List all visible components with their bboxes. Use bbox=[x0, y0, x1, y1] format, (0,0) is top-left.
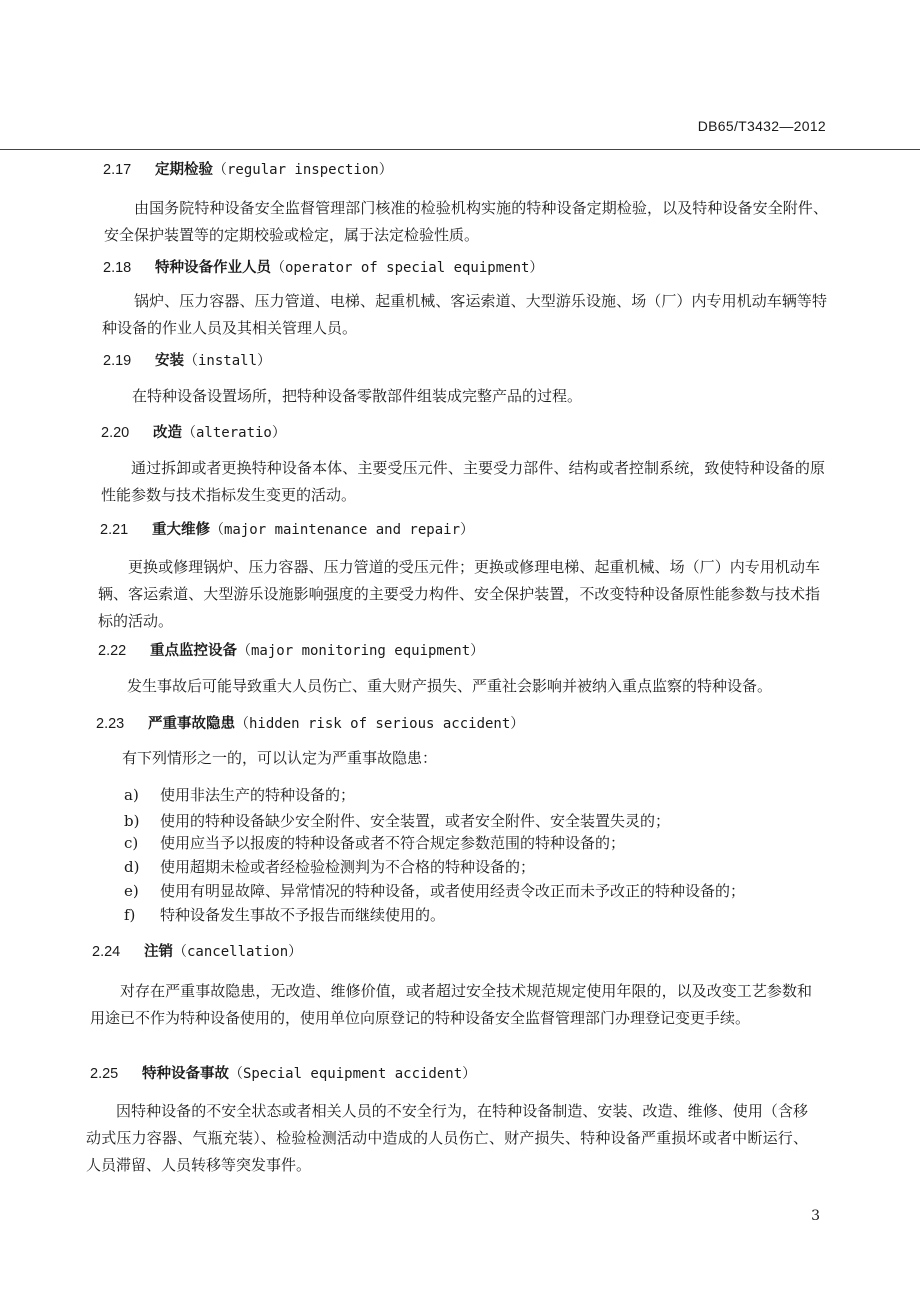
list-item-text: 特种设备发生事故不予报告而继续使用的。 bbox=[160, 906, 446, 924]
term-title-zh: 安装 bbox=[155, 353, 184, 369]
term-heading bbox=[103, 349, 271, 370]
term-title-en: （install） bbox=[184, 353, 272, 369]
term-title-zh: 重大维修 bbox=[152, 522, 210, 538]
term-heading bbox=[98, 639, 484, 660]
term-title-en: （major monitoring equipment） bbox=[237, 643, 485, 659]
term-title-en: （operator of special equipment） bbox=[271, 260, 544, 276]
term-number: 2.18 bbox=[103, 260, 132, 276]
term-heading bbox=[90, 1062, 476, 1083]
term-definition: 由国务院特种设备安全监督管理部门核准的检验机构实施的特种设备定期检验，以及特种设备安全附件、安全保护装置等的定期校验或检定，属于法定检验性质。 bbox=[104, 199, 828, 244]
term-definition: 对存在严重事故隐患，无改造、维修价值，或者超过安全技术规范规定使用年限的，以及改变工艺参数和用途已不作为特种设备使用的，使用单位向原登记的特种设备安全监督管理部门办理登记变更手续。 bbox=[90, 982, 812, 1027]
list-item-text: 使用非法生产的特种设备的； bbox=[160, 786, 356, 804]
term-title-zh: 重点监控设备 bbox=[150, 643, 237, 659]
term-number: 2.22 bbox=[98, 643, 127, 659]
list-item-text: 使用有明显故障、异常情况的特种设备，或者使用经责令改正而未予改正的特种设备的； bbox=[160, 882, 746, 900]
term-number: 2.21 bbox=[100, 522, 129, 538]
list-item bbox=[124, 810, 670, 831]
term-title-en: （Special equipment accident） bbox=[229, 1066, 477, 1082]
term-heading bbox=[101, 421, 286, 442]
term-number: 2.25 bbox=[90, 1066, 119, 1082]
term-title-zh: 特种设备作业人员 bbox=[155, 260, 271, 276]
term-title-zh: 定期检验 bbox=[155, 162, 213, 178]
term-number: 2.17 bbox=[103, 162, 132, 178]
list-item-text: 使用超期未检或者经检验检测判为不合格的特种设备的； bbox=[160, 858, 536, 876]
term-definition: 发生事故后可能导致重大人员伤亡、重大财产损失、严重社会影响并被纳入重点监察的特种设备。 bbox=[127, 677, 773, 695]
list-item bbox=[124, 832, 625, 853]
list-item bbox=[124, 856, 535, 877]
term-number: 2.24 bbox=[92, 944, 121, 960]
term-title-en: （alteratio） bbox=[182, 425, 286, 441]
list-item bbox=[124, 904, 445, 925]
term-definition: 因特种设备的不安全状态或者相关人员的不安全行为，在特种设备制造、安装、改造、维修、使用（含移动式压力容器、气瓶充装）、检验检测活动中造成的人员伤亡、财产损失、特种设备严重损坏或者中断运行、人员滞留、人员转移等突发事件。 bbox=[86, 1102, 808, 1174]
list-item-label: f) bbox=[124, 906, 136, 924]
term-heading bbox=[92, 940, 302, 961]
term-number: 2.19 bbox=[103, 353, 132, 369]
list-item-label: d) bbox=[124, 858, 140, 876]
term-number: 2.23 bbox=[96, 716, 125, 732]
term-title-en: （regular inspection） bbox=[213, 162, 393, 178]
term-title-zh: 注销 bbox=[144, 944, 173, 960]
term-title-en: （cancellation） bbox=[173, 944, 303, 960]
list-item-label: e) bbox=[124, 882, 139, 900]
document-code: DB65/T3432—2012 bbox=[697, 118, 826, 134]
term-definition: 有下列情形之一的，可以认定为严重事故隐患： bbox=[122, 749, 438, 767]
page-number: 3 bbox=[811, 1208, 820, 1224]
list-item-text: 使用的特种设备缺少安全附件、安全装置，或者安全附件、安全装置失灵的； bbox=[160, 812, 671, 830]
list-item bbox=[124, 880, 745, 901]
term-definition: 通过拆卸或者更换特种设备本体、主要受压元件、主要受力部件、结构或者控制系统，致使特种设备的原性能参数与技术指标发生变更的活动。 bbox=[101, 459, 825, 504]
term-heading bbox=[100, 518, 474, 539]
term-heading bbox=[96, 712, 524, 733]
term-definition: 更换或修理锅炉、压力容器、压力管道的受压元件；更换或修理电梯、起重机械、场（厂）内专用机动车辆、客运索道、大型游乐设施影响强度的主要受力构件、安全保护装置，不改变特种设备原性能参数与技术指标的活动。 bbox=[98, 558, 820, 630]
list-item bbox=[124, 784, 355, 805]
term-number: 2.20 bbox=[101, 425, 130, 441]
term-title-en: （major maintenance and repair） bbox=[210, 522, 475, 538]
term-definition: 锅炉、压力容器、压力管道、电梯、起重机械、客运索道、大型游乐设施、场（厂）内专用机动车辆等特种设备的作业人员及其相关管理人员。 bbox=[102, 292, 827, 337]
term-title-zh: 改造 bbox=[153, 425, 182, 441]
list-item-label: c) bbox=[124, 834, 139, 852]
term-title-en: （hidden risk of serious accident） bbox=[235, 716, 525, 732]
term-title-zh: 特种设备事故 bbox=[142, 1066, 229, 1082]
list-item-label: a) bbox=[124, 786, 139, 804]
list-item-text: 使用应当予以报废的特种设备或者不符合规定参数范围的特种设备的； bbox=[160, 834, 626, 852]
term-heading bbox=[103, 256, 543, 277]
list-item-label: b) bbox=[124, 812, 140, 830]
term-title-zh: 严重事故隐患 bbox=[148, 716, 235, 732]
header-rule bbox=[0, 149, 920, 150]
term-definition: 在特种设备设置场所，把特种设备零散部件组装成完整产品的过程。 bbox=[132, 387, 583, 405]
term-heading bbox=[103, 158, 393, 179]
